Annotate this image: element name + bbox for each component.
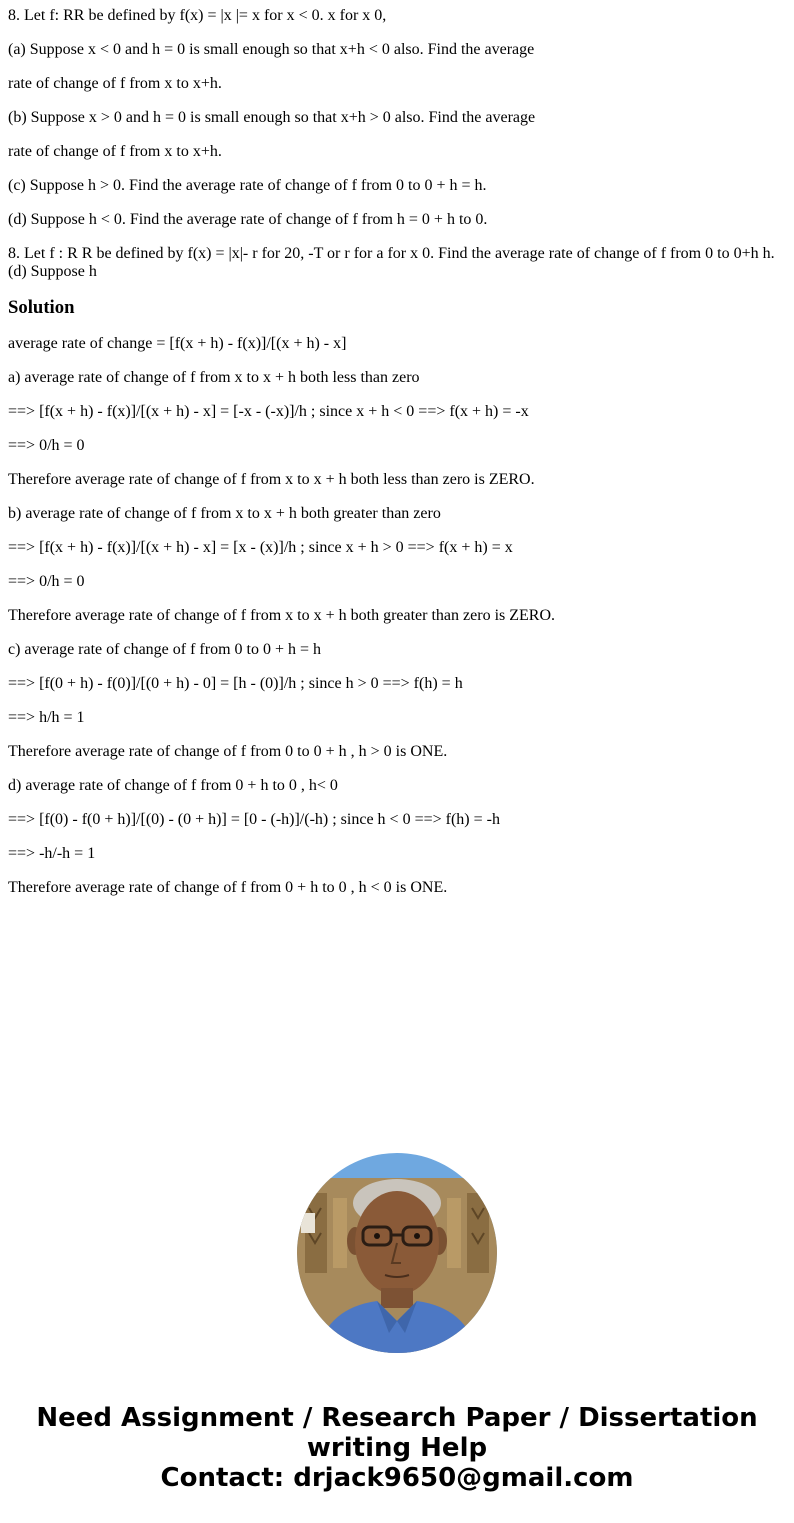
solution-line: ==> 0/h = 0 xyxy=(8,573,85,590)
solution-heading: Solution xyxy=(8,297,75,318)
footer-line-2: writing Help xyxy=(306,1433,488,1463)
question-line-2: (a) Suppose x < 0 and h = 0 is small enough so that x+h < 0 also. Find the average xyxy=(8,41,535,58)
solution-line: ==> [f(x + h) - f(x)]/[(x + h) - x] = [x - (x)]/h ; since x + h > 0 ==> f(x + h) = x xyxy=(8,539,513,556)
question-block xyxy=(8,245,786,281)
solution-line: ==> [f(0 + h) - f(0)]/[(0 + h) - 0] = [h - (0)]/h ; since h > 0 ==> f(h) = h xyxy=(8,675,463,692)
question-line-3: rate of change of f from x to x+h. xyxy=(8,75,222,92)
question-line-6: (c) Suppose h > 0. Find the average rate of change of f from 0 to 0 + h = h. xyxy=(8,177,487,194)
author-avatar xyxy=(297,1153,497,1353)
solution-line: ==> -h/-h = 1 xyxy=(8,845,96,862)
solution-line: ==> 0/h = 0 xyxy=(8,437,85,454)
solution-line: ==> [f(0) - f(0 + h)]/[(0) - (0 + h)] = [0 - (-h)]/(-h) ; since h < 0 ==> f(h) = -h xyxy=(8,811,500,828)
question-line-7: (d) Suppose h < 0. Find the average rate of change of f from h = 0 + h to 0. xyxy=(8,211,488,228)
solution-line: Therefore average rate of change of f from 0 to 0 + h , h > 0 is ONE. xyxy=(8,743,448,760)
solution-line: a) average rate of change of f from x to x + h both less than zero xyxy=(8,369,420,386)
footer-contact: Contact: drjack9650@gmail.com xyxy=(160,1463,634,1493)
solution-line: b) average rate of change of f from x to x + h both greater than zero xyxy=(8,505,441,522)
solution-line: d) average rate of change of f from 0 + h to 0 , h< 0 xyxy=(8,777,338,794)
question-block-line-1: 8. Let f : R R be defined by f(x) = |x|- r for 20, -T or r for a for x 0. Find the average rate of change of f from 0 to 0+h h. xyxy=(8,245,775,262)
solution-line: average rate of change = [f(x + h) - f(x)]/[(x + h) - x] xyxy=(8,335,347,352)
question-line-4: (b) Suppose x > 0 and h = 0 is small enough so that x+h > 0 also. Find the average xyxy=(8,109,536,126)
solution-line: c) average rate of change of f from 0 to 0 + h = h xyxy=(8,641,322,658)
author-photo xyxy=(297,1153,497,1353)
promo-footer xyxy=(0,1403,794,1493)
solution-line: ==> h/h = 1 xyxy=(8,709,85,726)
document-body xyxy=(8,0,786,913)
solution-line: ==> [f(x + h) - f(x)]/[(x + h) - x] = [-x - (-x)]/h ; since x + h < 0 ==> f(x + h) = -x xyxy=(8,403,529,420)
solution-line: Therefore average rate of change of f from 0 + h to 0 , h < 0 is ONE. xyxy=(8,879,448,896)
solution-line: Therefore average rate of change of f from x to x + h both greater than zero is ZERO. xyxy=(8,607,556,624)
footer-line-1: Need Assignment / Research Paper / Dissertation xyxy=(36,1403,758,1433)
solution-line: Therefore average rate of change of f from x to x + h both less than zero is ZERO. xyxy=(8,471,535,488)
question-line-1: 8. Let f: RR be defined by f(x) = |x |= x for x < 0. x for x 0, xyxy=(8,7,387,24)
question-block-line-2: (d) Suppose h xyxy=(8,263,97,280)
question-line-5: rate of change of f from x to x+h. xyxy=(8,143,222,160)
